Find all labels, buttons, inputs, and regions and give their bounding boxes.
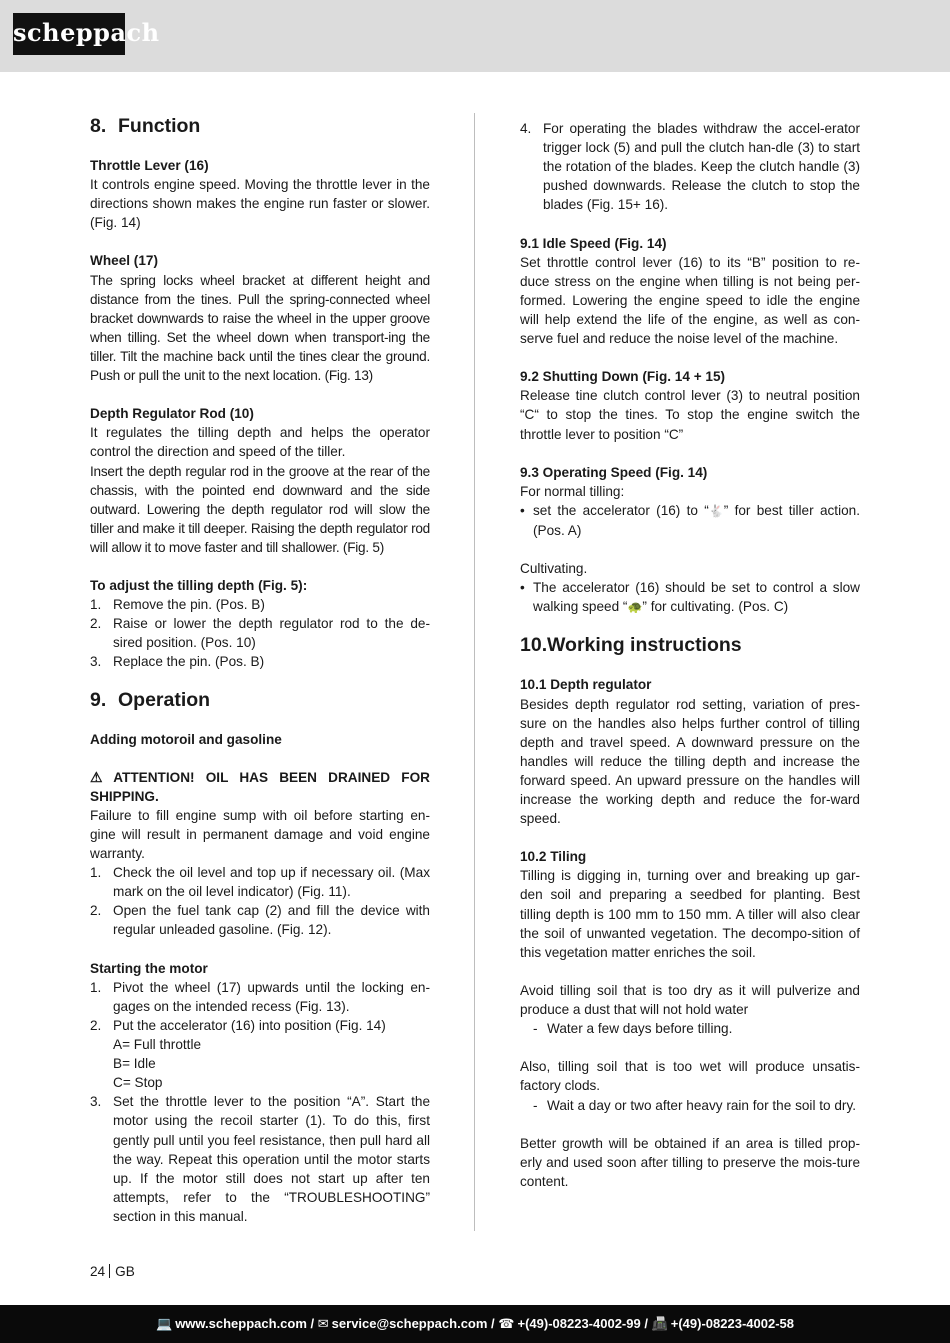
scheppach-logo: scheppach [13, 13, 125, 55]
turtle-icon: 🐢 [627, 600, 643, 615]
website-link[interactable]: www.scheppach.com / [175, 1316, 315, 1331]
position-b: B= Idle [113, 1056, 156, 1072]
left-column [90, 113, 430, 1226]
page-number: 24 GB [90, 1264, 135, 1279]
cultivating-label: Cultivating. [520, 561, 588, 577]
section-10-heading: 10.Working instructions [520, 634, 742, 657]
list-item: 3. Replace the pin. (Pos. B) [90, 654, 265, 670]
throttle-text: It controls engine speed. Moving the throttle lever in the directions shown makes the engine run faster or slower. (Fig. 14) [90, 177, 430, 231]
list-item: 2. Open the fuel tank cap (2) and fill the device with regular unleaded gasoline. (Fig. 12). [90, 903, 430, 938]
starting-heading: Starting the motor [90, 960, 208, 976]
shutdown-text: Release tine clutch control lever (3) to neutral position “C“ to stop the tines. To stop the engine switch the throttle lever to position “C” [520, 388, 860, 442]
wheel-heading: Wheel (17) [90, 253, 158, 269]
warning-icon: ⚠ [90, 768, 103, 785]
opspeed-heading: 9.3 Operating Speed (Fig. 14) [520, 464, 708, 480]
depth-heading: Depth Regulator Rod (10) [90, 406, 254, 422]
fax-icon: 📠 [651, 1316, 668, 1331]
regulator-text: Besides depth regulator rod setting, variation of pres-sure on the handles also helps further control of tilling depth and travel speed. A downward pressure on the handles will reduce the tilling depth and increase the forward speed. An upward pressure on the handles will increase the working depth and reduce the for-ward speed. [520, 696, 860, 827]
depth-text-1: It regulates the tilling depth and helps the operator control the direction and speed of the tiller. [90, 425, 430, 460]
rabbit-icon: 🐇 [708, 503, 724, 518]
tiling-heading: 10.2 Tiling [520, 849, 587, 865]
adding-heading: Adding motoroil and gasoline [90, 731, 282, 747]
list-item: - Wait a day or two after heavy rain for the soil to dry. [533, 1097, 857, 1113]
section-8-heading: 8. Function [90, 115, 201, 137]
email-link[interactable]: service@scheppach.com / [331, 1316, 495, 1331]
list-item: 1. Check the oil level and top up if necessary oil. (Max mark on the oil level indicator) (Fig. 11). [90, 865, 430, 900]
shutdown-heading: 9.2 Shutting Down (Fig. 14 + 15) [520, 369, 726, 385]
attention-heading: ⚠ ATTENTION! OIL HAS BEEN DRAINED FOR SHIPPING. [90, 768, 430, 804]
position-a: A= Full throttle [113, 1037, 202, 1053]
list-item: 2. Raise or lower the depth regulator rod to the de-sired position. (Pos. 10) [90, 616, 430, 651]
depth-text-2: Insert the depth regular rod in the groove at the rear of the chassis, with the pointed end downward and the side outward. Lowering the depth regulator rod will slow the tiller and make it till deeper. Raising the depth regulator rod will allow it to move faster and till shallower. (Fig. 5) [90, 463, 430, 555]
section-9-heading: 9. Operation [90, 688, 211, 711]
list-item: 2. Put the accelerator (16) into position (Fig. 14) A= Full throttle B= Idle C= Stop [90, 1016, 430, 1092]
list-item: - Water a few days before tilling. [533, 1021, 733, 1037]
regulator-heading: 10.1 Depth regulator [520, 677, 652, 693]
phone-icon: ☎ [498, 1316, 515, 1331]
list-item: 4. For operating the blades withdraw the accel-erator trigger lock (5) and pull the clutch han-dle (3) to start the rotation of the blades. Keep the clutch handle (3) pushed downwards. Release the clutch to stop the blades (Fig. 15+ 16). [520, 121, 860, 213]
position-c: C= Stop [113, 1075, 163, 1091]
list-item: 3. Set the throttle lever to the position “A”. Start the motor using the recoil starter (1). To do this, first gently pull until you feel resistance, then pull hard all the way. Repeat this operation until the motor starts up. If the motor still does not start up after ten attempts, refer to the “TROUBLESHOOTING” section in this manual. [90, 1094, 430, 1224]
attention-text: Failure to fill engine sump with oil before starting en-gine will result in permanent damage and void engine warranty. [90, 807, 430, 862]
adjust-list [90, 595, 430, 671]
opspeed-intro: For normal tilling: [520, 483, 625, 499]
idle-text: Set throttle control lever (16) to its “B” position to re-duce stress on the engine when tilling is not being per-formed. Lowering the engine speed to idle the engine will help extend the life of the engine, as well as con-serve fuel and reduce the noise level of the machine. [520, 254, 860, 347]
throttle-heading: Throttle Lever (16) [90, 158, 209, 173]
idle-heading: 9.1 Idle Speed (Fig. 14) [520, 235, 667, 251]
list-item: • The accelerator (16) should be set to control a slow walking speed “🐢” for cultivating. (Pos. C) [520, 578, 860, 617]
wheel-text: The spring locks wheel bracket at different height and distance from the tines. Pull the spring-connected wheel bracket downwards to raise the wheel in the upper groove when tilling. Set the wheel down when transport-ing the tiller. Tilt the machine back until the tines clear the ground. Push or pull the unit to the next location. (Fig. 13) [90, 272, 430, 384]
growth-text: Better growth will be obtained if an area is tilled prop-erly and used soon after tilling to preserve the mois-ture content. [520, 1135, 860, 1189]
right-column [520, 119, 860, 1191]
list-item: 1. Pivot the wheel (17) upwards until the locking en-gages on the intended recess (Fig. 13). [90, 979, 430, 1014]
phone-number: +(49)-08223-4002-99 / [517, 1316, 648, 1331]
header-band [0, 0, 950, 72]
oil-list [90, 863, 430, 939]
tiling-text: Tilling is digging in, turning over and breaking up gar-den soil and preparing a seedbed for planting. Best tilling depth is 100 mm to 150 mm. A tiller will also clear the soil of unwanted vegetation. The decompo-sition of this vegetation matter enriches the soil. [520, 868, 860, 960]
email-icon: ✉ [317, 1316, 329, 1331]
wet-text: Also, tilling soil that is too wet will produce unsatis-factory clods. [520, 1059, 860, 1094]
list-item: 1. Remove the pin. (Pos. B) [90, 597, 265, 613]
computer-icon: 💻 [156, 1316, 173, 1331]
adjust-heading: To adjust the tilling depth (Fig. 5): [90, 578, 308, 594]
list-item: • set the accelerator (16) to “🐇” for best tiller action. (Pos. A) [520, 502, 860, 538]
fax-number: +(49)-08223-4002-58 [670, 1316, 794, 1331]
starting-list [90, 978, 430, 1226]
dry-text: Avoid tilling soil that is too dry as it will pulverize and produce a dust that will not hold water [520, 982, 860, 1018]
footer-contact-bar [0, 1305, 950, 1343]
column-divider [474, 113, 475, 1231]
